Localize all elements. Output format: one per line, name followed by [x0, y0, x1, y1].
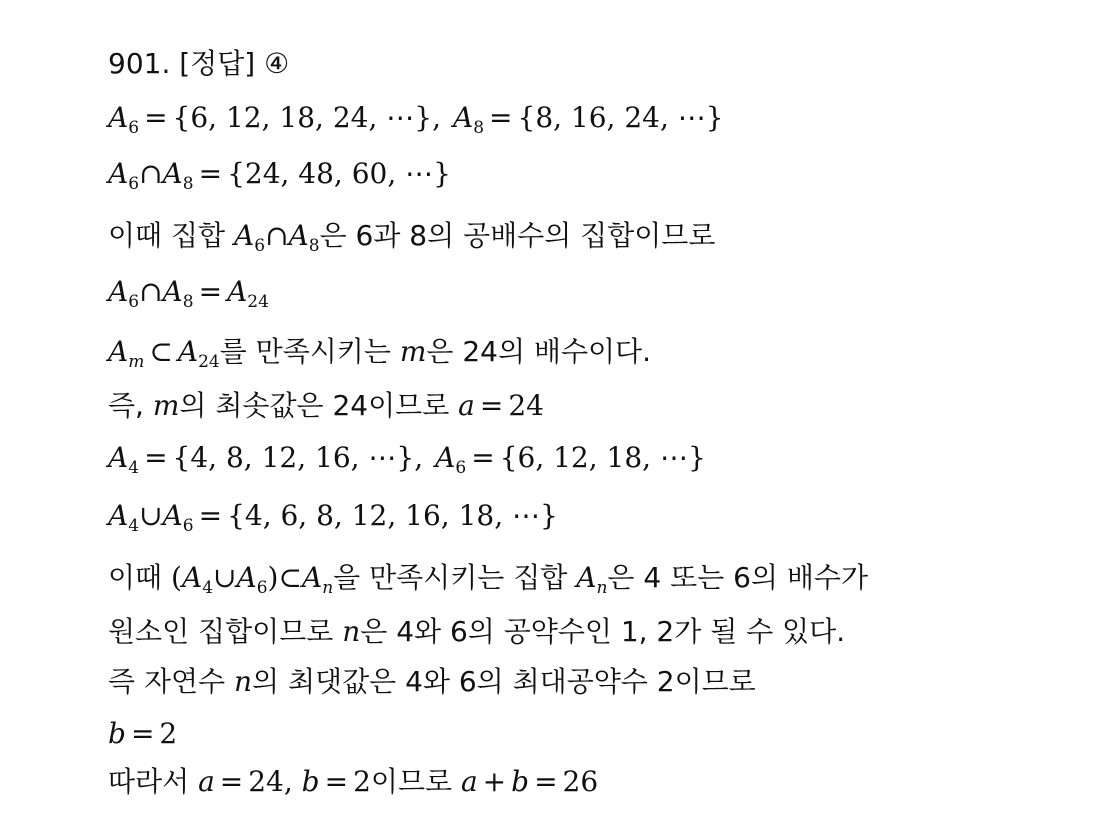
text-fragment: 즉,: [108, 389, 144, 422]
text-fragment: 이때 집합: [108, 219, 226, 252]
equation-intersection: $A_6\cap A_8 = \{24$, 48, 60, ⋯}: [108, 157, 451, 194]
problem-header: [108, 44, 289, 84]
set-a6-elements: {6, 12, 18, 24, ⋯},: [172, 101, 441, 134]
text-fragment: 의 최솟값은 24이므로: [179, 389, 450, 422]
text-fragment: 즉 자연수: [108, 665, 226, 698]
value-a: 24: [508, 389, 544, 422]
text-fragment: 이때: [108, 561, 163, 594]
text-fragment: 은 6과 8의 공배수의 집합이므로: [319, 219, 716, 252]
text-fragment: 의 최댓값은 4와 6의 최대공약수 2이므로: [252, 665, 756, 698]
equation-union: $A_4\cup A_6 = \{4$, 6, 8, 12, 16, 18, ⋯}: [108, 499, 558, 536]
text-min-value: 즉, m의 최솟값은 24이므로 a = 24: [108, 389, 544, 422]
set-a6-elements-2: {6, 12, 18, ⋯}: [499, 441, 706, 474]
answer-sum: 26: [562, 765, 599, 798]
text-subset-condition: $A_m$ ⊂ $A_{24}$를 만족시키는 m은 24의 배수이다.: [108, 335, 651, 372]
text-fragment: 을 만족시키는 집합: [333, 561, 568, 594]
equation-a4-a6: $A_4 = \{4$, 8, 12, 16, ⋯}, $A_6 = \{6$, 12, 18, ⋯}: [108, 441, 706, 478]
text-max-value: 즉 자연수 n의 최댓값은 4와 6의 최대공약수 2이므로: [108, 665, 756, 698]
text-fragment: 를 만족시키는: [219, 335, 391, 368]
equation-a6-a8: $A_6 = \{6$, 12, 18, 24, ⋯}, $A_8 = \{8$, 16, 24, ⋯}: [108, 101, 724, 138]
value-b: 2: [159, 717, 178, 750]
text-union-subset: 이때 $(A_4\cup A_6)\subset A_n$을 만족시키는 집합 $A_n$은 4 또는 6의 배수가: [108, 561, 868, 598]
text-fragment: 은 4 또는 6의 배수가: [607, 561, 868, 594]
problem-title: 901. [정답] ④: [108, 47, 290, 80]
text-conclusion: 따라서 a = 24, b = 2이므로 a + b = 26: [108, 765, 599, 798]
equation-a24: $A_6\cap A_8 = A_{24}$: [108, 275, 269, 312]
text-fragment: 따라서: [108, 765, 190, 798]
text-common-divisors: 원소인 집합이므로 n은 4와 6의 공약수인 1, 2가 될 수 있다.: [108, 615, 846, 648]
value-b-final: 2이므로: [353, 765, 453, 798]
text-fragment: 은 24의 배수이다.: [426, 335, 651, 368]
set-a4-elements: {4, 8, 12, 16, ⋯},: [172, 441, 424, 474]
text-fragment: 은 4와 6의 공약수인 1, 2가 될 수 있다.: [360, 615, 846, 648]
equation-b: b = 2: [108, 717, 178, 750]
set-a8-elements: {8, 16, 24, ⋯}: [517, 101, 724, 134]
intersection-elements: {24, 48, 60, ⋯}: [227, 157, 451, 190]
union-elements: {4, 6, 8, 12, 16, 18, ⋯}: [227, 499, 558, 532]
text-common-multiples: 이때 집합 $A_6\cap A_8$은 6과 8의 공배수의 집합이므로: [108, 219, 716, 256]
text-fragment: 원소인 집합이므로: [108, 615, 334, 648]
value-a-final: 24,: [248, 765, 293, 798]
